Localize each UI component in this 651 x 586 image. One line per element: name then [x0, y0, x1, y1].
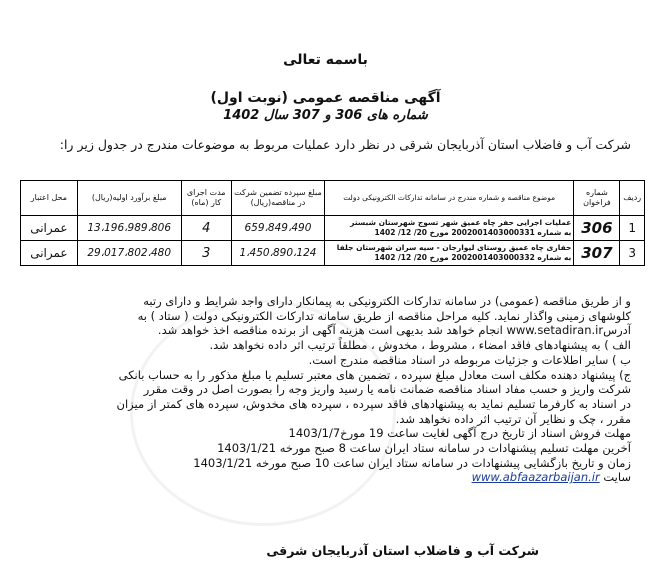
col-source-header: محل اعتبار: [21, 181, 78, 216]
body-line: ب ) سایر اطلاعات و جزئیات مربوطه در اسناد مناقصه مندرج است.: [308, 352, 631, 367]
estimate-amount: 13،196،989،806: [77, 216, 181, 241]
notice-title: آگهی مناقصه عمومی (نوبت اول): [210, 90, 441, 106]
tender-code: 306: [574, 216, 620, 241]
col-row-header: ردیف: [620, 181, 645, 216]
body-line: شرکت واریز و حسب مفاد اسناد مناقصه ضمانت نامه یا رسید واریز وجه را بصورت اصل در وقت مقرر: [143, 382, 631, 397]
body-line: مقرر ، چک و نظایر آن ترتیب اثر داده نخواهد شد.: [395, 411, 631, 426]
table-row: [21, 216, 645, 241]
notice-subtitle: شماره های 306 و 307 سال 1402: [223, 108, 428, 123]
funding-source: عمرانی: [21, 216, 78, 241]
tenders-table: [20, 180, 645, 266]
body-line: الف ) به پیشنهادهای فاقد امضاء ، مشروط ، مخدوش ، مطلقاً ترتیب اثر داده نخواهد شد.: [209, 338, 631, 353]
estimate-amount: 29،017،802،480: [77, 241, 181, 266]
body-line: آخرین مهلت تسلیم پیشنهادات در سامانه ستاد ایران ساعت 8 صبح مورخه 1403/1/21: [217, 441, 631, 456]
tender-subject: [325, 241, 574, 266]
col-subject-header: موضوع مناقصه و شماره مندرج در سامانه تدارکات الکترونیکی دولت: [325, 181, 574, 216]
body-line: آدرسwww.setadiran.ir انجام خواهد شد بدیهی است هزینه آگهی از برنده مناقصه اخذ خواهد شد.: [157, 323, 631, 338]
tender-subject-ref: به شماره 2002001403000332 مورخ 20/ 12/ 1402: [374, 253, 572, 262]
col-code-header: شماره فراخوان: [574, 181, 620, 216]
notice-body: [15, 294, 631, 485]
site-label: سایت: [603, 470, 631, 485]
tender-subject-ref: به شماره 2002001403000331 مورخ 20/ 12/ 1402: [374, 228, 572, 237]
table-header-row: [21, 181, 645, 216]
body-line: مهلت فروش اسناد از تاریخ درج آگهی لغایت ساعت 19 مورخ1403/1/7: [288, 426, 631, 441]
table-row: [21, 241, 645, 266]
duration-months: 3: [181, 241, 231, 266]
row-number: 1: [620, 216, 645, 241]
tender-subject-title: حفاری چاه عمیق روستای لیوارجان - سیه سران شهرستان جلفا: [336, 243, 572, 252]
col-duration-header: مدت اجرای کار (ماه): [181, 181, 231, 216]
site-line: [15, 470, 631, 485]
tender-subject-title: عملیات اجرایی حفر چاه عمیق شهر تسوج شهرستان شبستر: [350, 218, 572, 227]
funding-source: عمرانی: [21, 241, 78, 266]
bismillah-heading: باسمه تعالی: [283, 52, 368, 68]
col-estimate-header: مبلغ برآورد اولیه(ریال): [77, 181, 181, 216]
body-line: کلوشهای زمینی واگذار نماید. کلیه مراحل مناقصه از طریق سامانه تدارکات الکترونیکی دولت ( ستاد ) به: [137, 308, 631, 323]
row-number: 3: [620, 241, 645, 266]
deposit-amount: 1،450،890،124: [231, 241, 324, 266]
tender-code: 307: [574, 241, 620, 266]
company-signature: شرکت آب و فاضلاب استان آذربایجان شرقی: [266, 543, 539, 558]
site-link[interactable]: www.abfaazarbaijan.ir: [471, 470, 600, 485]
deposit-amount: 659،849،490: [231, 216, 324, 241]
body-line: در اسناد به کارفرما تسلیم نماید به پیشنهادهای فاقد سپرده ، سپرده های مخدوش، سپرده های کمتر از میزان: [116, 396, 631, 411]
tender-subject: [325, 216, 574, 241]
col-deposit-header: مبلغ سپرده تضمین شرکت در مناقصه(ریال): [231, 181, 324, 216]
intro-paragraph: شرکت آب و فاضلاب استان آذربایجان شرقی در نظر دارد عملیات مربوط به موضوعات مندرج در جدول زیر را:: [59, 137, 631, 152]
body-line: زمان و تاریخ بازگشایی پیشنهادات در سامانه ستاد ایران ساعت 10 صبح مورخه 1403/1/21: [193, 455, 631, 470]
body-line: ج) پیشنهاد دهنده مکلف است معادل مبلغ سپرده ، تضمین های معتبر تسلیم یا مبلغ مذکور را به حساب بانکی: [118, 367, 631, 382]
duration-months: 4: [181, 216, 231, 241]
body-line: و از طریق مناقصه (عمومی) در سامانه تدارکات الکترونیکی به پیمانکار دارای واجد شرایط و دارای رتبه: [143, 294, 631, 308]
